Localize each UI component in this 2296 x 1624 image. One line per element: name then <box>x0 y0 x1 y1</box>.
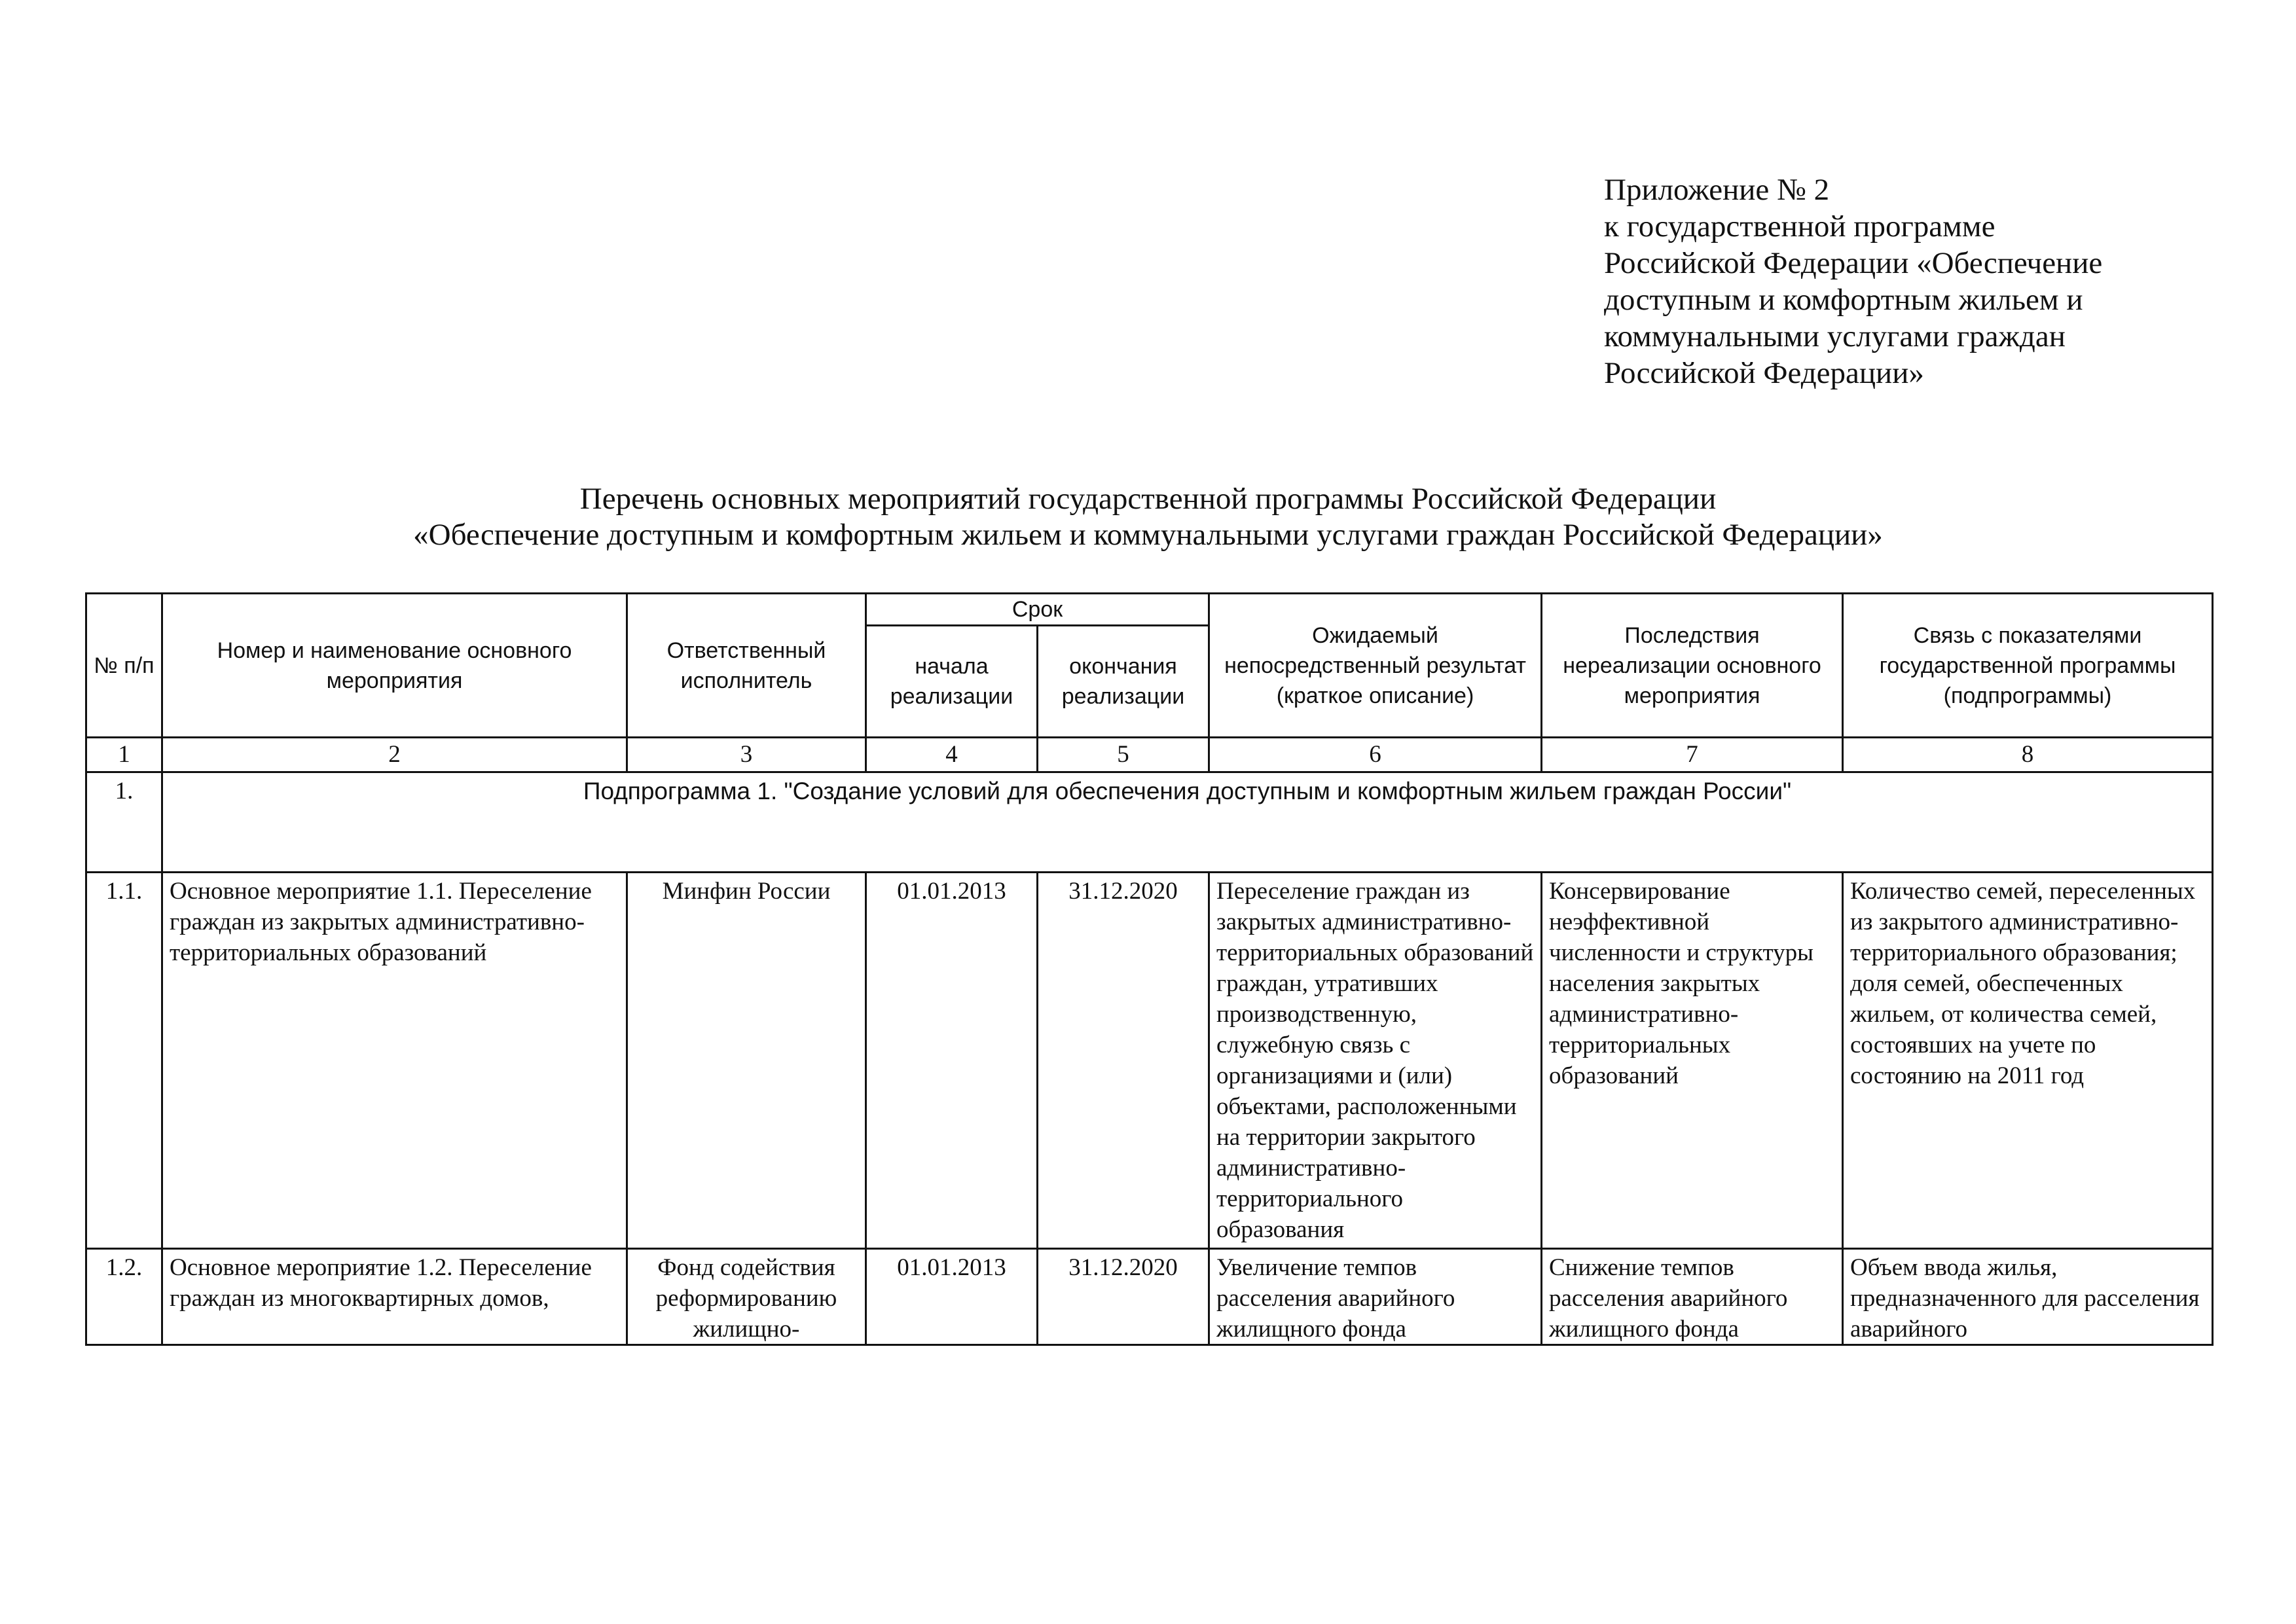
header-end: окончания реализации <box>1038 626 1209 738</box>
row-result: Увеличение темпов расселения аварийного жилищного фонда <box>1209 1249 1542 1345</box>
column-number: 7 <box>1542 738 1843 772</box>
table-row <box>86 1249 2213 1345</box>
row-num: 1.2. <box>86 1249 162 1345</box>
column-number: 1 <box>86 738 162 772</box>
document-title-line-2: «Обеспечение доступным и комфортным жильем и коммунальными услугами граждан Российской Федерации» <box>413 518 1883 552</box>
header-row <box>86 594 2213 626</box>
row-executor: Минфин России <box>627 873 866 1249</box>
column-number: 2 <box>162 738 627 772</box>
appendix-line: коммунальными услугами граждан <box>1604 319 2066 353</box>
subprogram-num: 1. <box>86 772 162 873</box>
row-result: Переселение граждан из закрытых административно-территориальных образований граждан, утративших производственную, служебную связь с организациями и (или) объектами, расположенными на территории закрытого административно-территориального образования <box>1209 873 1542 1249</box>
document-title <box>0 481 2296 553</box>
header-executor: Ответственный исполнитель <box>627 594 866 738</box>
appendix-line: Российской Федерации» <box>1604 356 1924 390</box>
appendix-line: к государственной программе <box>1604 209 1995 244</box>
header-term: Срок <box>866 594 1209 626</box>
header-consequences: Последствия нереализации основного мероприятия <box>1542 594 1843 738</box>
document-title-line-1: Перечень основных мероприятий государственной программы Российской Федерации <box>579 482 1717 516</box>
row-link: Количество семей, переселенных из закрытого административно-территориального образования; доля семей, обеспеченных жильем, от количества семей, состоявших на учете по состоянию на 2011 год <box>1843 873 2213 1249</box>
column-number: 8 <box>1843 738 2213 772</box>
appendix-line: Российской Федерации «Обеспечение <box>1604 246 2103 280</box>
column-number: 6 <box>1209 738 1542 772</box>
column-number-row <box>86 738 2213 772</box>
row-executor: Фонд содействия реформированию жилищно- <box>627 1249 866 1345</box>
row-end: 31.12.2020 <box>1038 1249 1209 1345</box>
row-start: 01.01.2013 <box>866 873 1038 1249</box>
row-consequences: Снижение темпов расселения аварийного жилищного фонда <box>1542 1249 1843 1345</box>
column-number: 4 <box>866 738 1038 772</box>
header-link: Связь с показателями государственной программы (подпрограммы) <box>1843 594 2213 738</box>
row-start: 01.01.2013 <box>866 1249 1038 1345</box>
header-num: № п/п <box>86 594 162 738</box>
header-start: начала реализации <box>866 626 1038 738</box>
subprogram-title: Подпрограмма 1. "Создание условий для обеспечения доступным и комфортным жильем граждан России" <box>162 772 2213 873</box>
appendix-note <box>1604 171 2232 391</box>
column-number: 3 <box>627 738 866 772</box>
row-end: 31.12.2020 <box>1038 873 1209 1249</box>
subprogram-row <box>86 772 2213 873</box>
appendix-line: доступным и комфортным жильем и <box>1604 283 2083 317</box>
row-name: Основное мероприятие 1.2. Переселение граждан из многоквартирных домов, <box>162 1249 627 1345</box>
column-number: 5 <box>1038 738 1209 772</box>
activities-table <box>85 592 2214 1346</box>
appendix-line: Приложение № 2 <box>1604 173 1830 207</box>
row-num: 1.1. <box>86 873 162 1249</box>
header-result: Ожидаемый непосредственный результат (краткое описание) <box>1209 594 1542 738</box>
row-name: Основное мероприятие 1.1. Переселение граждан из закрытых административно-территориальных образований <box>162 873 627 1249</box>
table-row <box>86 873 2213 1249</box>
row-link: Объем ввода жилья, предназначенного для расселения аварийного <box>1843 1249 2213 1345</box>
header-name: Номер и наименование основного мероприятия <box>162 594 627 738</box>
row-consequences: Консервирование неэффективной численности и структуры населения закрытых административно-территориальных образований <box>1542 873 1843 1249</box>
